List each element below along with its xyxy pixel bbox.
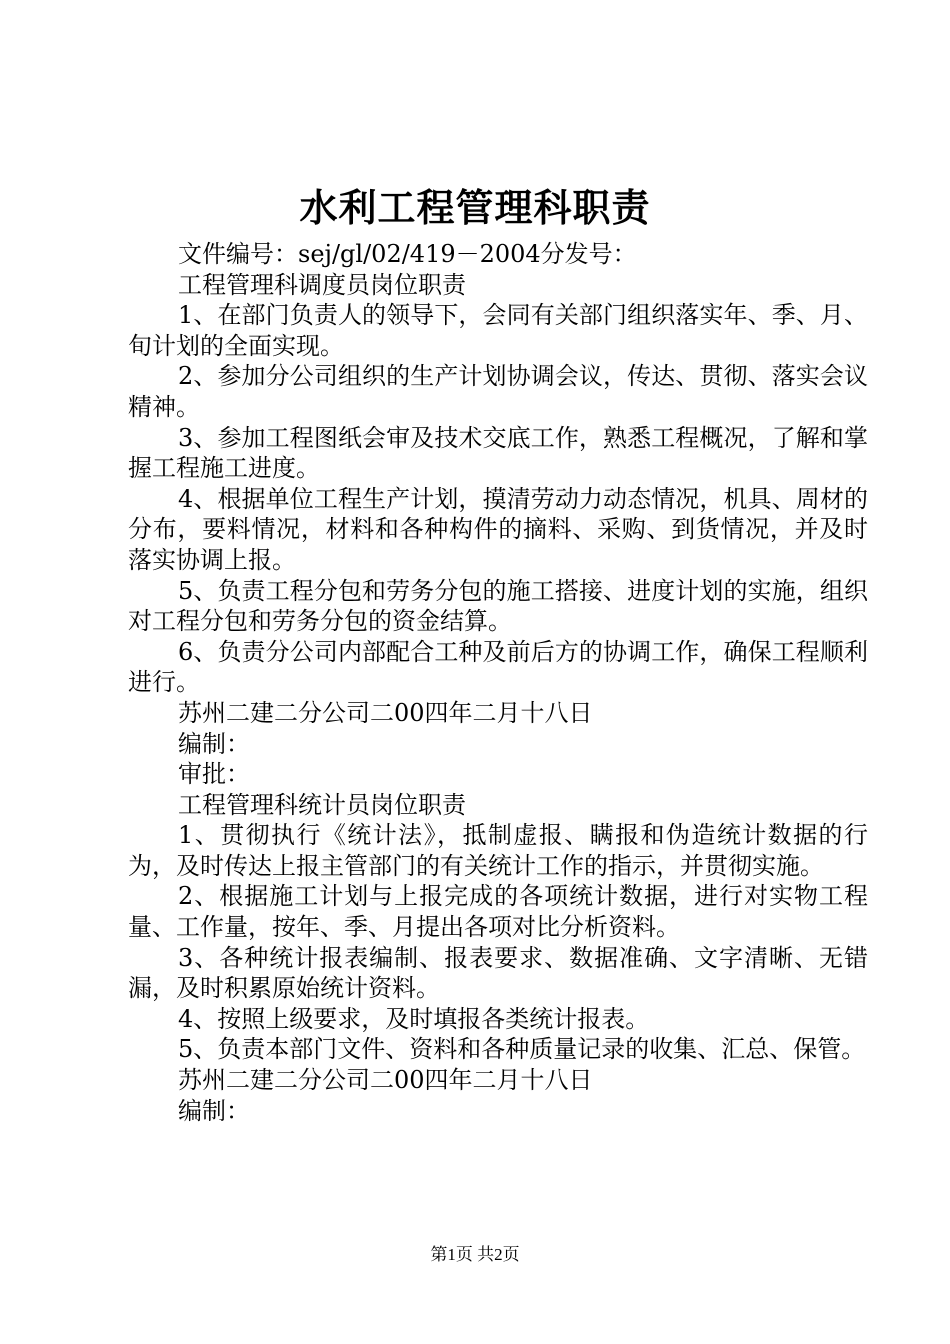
prepared-by-line: 编制：: [178, 729, 250, 758]
approved-by-line: 审批：: [178, 760, 250, 789]
dispatcher-duty-2: 2、参加分公司组织的生产计划协调会议，传达、贯彻、落实会议精神。: [128, 362, 868, 421]
issuer-date-line: 苏州二建二分公司二00四年二月十八日: [178, 1066, 593, 1095]
page-number-footer: 第1页 共2页: [430, 1245, 520, 1264]
document-title: 水利工程管理科职责: [299, 185, 651, 230]
dispatcher-duty-1: 1、在部门负责人的领导下，会同有关部门组织落实年、季、月、旬计划的全面实现。: [128, 301, 868, 360]
statistician-duty-3: 3、各种统计报表编制、报表要求、数据准确、文字清晰、无错漏，及时积累原始统计资料。: [128, 943, 868, 1003]
dispatcher-duty-4: 4、根据单位工程生产计划，摸清劳动力动态情况，机具、周材的分布，要料情况，材料和各种构件的摘料、采购、到货情况，并及时落实协调上报。: [128, 484, 868, 574]
section-heading-dispatcher: 工程管理科调度员岗位职责: [178, 270, 466, 299]
file-number-line: 文件编号：sej/gl/02/419－2004分发号：: [178, 240, 637, 268]
dispatcher-duty-6: 6、负责分公司内部配合工种及前后方的协调工作，确保工程顺利进行。: [128, 637, 868, 697]
document-body: [128, 239, 868, 1126]
statistician-duty-2: 2、根据施工计划与上报完成的各项统计数据，进行对实物工程量、工作量，按年、季、月提出各项对比分析资料。: [128, 882, 868, 942]
section-heading-statistician: 工程管理科统计员岗位职责: [178, 790, 466, 819]
statistician-duty-5: 5、负责本部门文件、资料和各种质量记录的收集、汇总、保管。: [178, 1035, 866, 1064]
statistician-duty-4: 4、按照上级要求，及时填报各类统计报表。: [178, 1004, 650, 1033]
prepared-by-line: 编制：: [178, 1096, 250, 1125]
dispatcher-duty-5: 5、负责工程分包和劳务分包的施工搭接、进度计划的实施，组织对工程分包和劳务分包的资金结算。: [128, 576, 868, 636]
issuer-date-line: 苏州二建二分公司二00四年二月十八日: [178, 698, 593, 727]
statistician-duty-1: 1、贯彻执行《统计法》，抵制虚报、瞒报和伪造统计数据的行为，及时传达上报主管部门的有关统计工作的指示，并贯彻实施。: [128, 821, 868, 880]
dispatcher-duty-3: 3、参加工程图纸会审及技术交底工作，熟悉工程概况，了解和掌握工程施工进度。: [128, 423, 868, 483]
